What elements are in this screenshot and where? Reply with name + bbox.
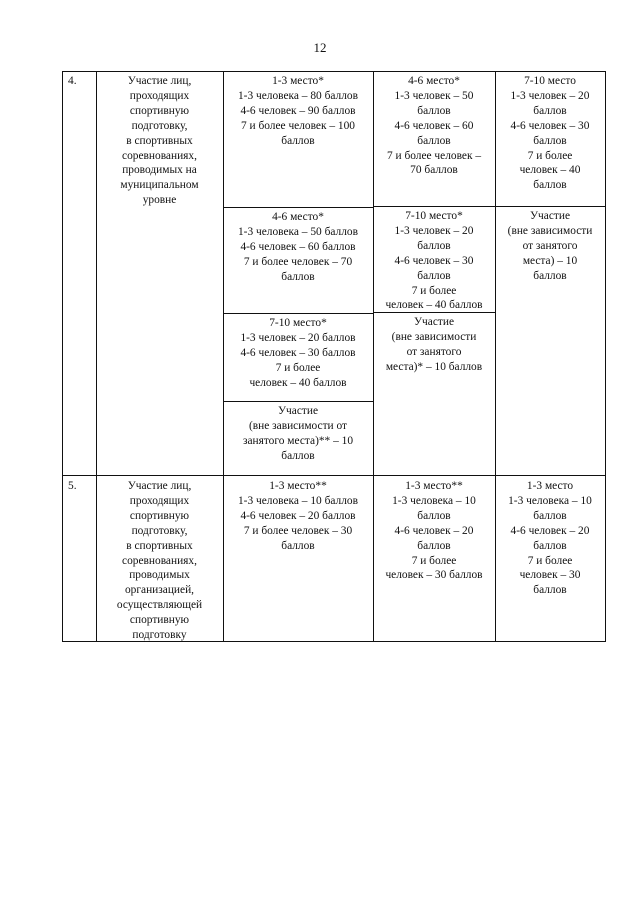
- table-border-left: [62, 71, 63, 642]
- row-description: Участие лиц, проходящих спортивную подготовку, в спортивных соревнованиях, проводимых организацией, осуществляющей спортивную подготовку: [116, 480, 203, 642]
- score-cell: 1-3 место 1-3 человека – 10 баллов 4-6 человек – 20 баллов 7 и более человек – 30 баллов: [508, 480, 592, 597]
- table-border-right: [605, 71, 606, 642]
- score-cell: 7-10 место* 1-3 человек – 20 баллов 4-6 человек – 30 баллов 7 и более человек – 40 баллов: [240, 317, 356, 389]
- score-cell: Участие (вне зависимости от занятого места) – 10 баллов: [507, 210, 593, 282]
- score-cell: 1-3 место** 1-3 человека – 10 баллов 4-6 человек – 20 баллов 7 и более человек – 30 баллов: [385, 480, 483, 582]
- score-cell: 1-3 место* 1-3 человека – 80 баллов 4-6 человек – 90 баллов 7 и более человек – 100 баллов: [237, 75, 358, 147]
- score-cell: 7-10 место 1-3 человек – 20 баллов 4-6 человек – 30 баллов 7 и более человек – 40 баллов: [510, 75, 590, 192]
- score-cell: 4-6 место* 1-3 человека – 50 баллов 4-6 человек – 60 баллов 7 и более человек – 70 баллов: [237, 211, 358, 283]
- score-cell: 1-3 место** 1-3 человека – 10 баллов 4-6 человек – 20 баллов 7 и более человек – 30 баллов: [237, 480, 358, 552]
- score-cell: 7-10 место* 1-3 человек – 20 баллов 4-6 человек – 30 баллов 7 и более человек – 40 баллов: [385, 210, 483, 312]
- score-cell: 4-6 место* 1-3 человек – 50 баллов 4-6 человек – 60 баллов 7 и более человек – 70 баллов: [386, 75, 482, 177]
- score-cell: Участие (вне зависимости от занятого места)* – 10 баллов: [385, 316, 483, 373]
- score-cell: Участие (вне зависимости от занятого места)** – 10 баллов: [242, 405, 354, 462]
- row-number: 5.: [68, 480, 77, 492]
- page-number: 12: [313, 40, 327, 55]
- row-number: 4.: [68, 75, 77, 87]
- row-description: Участие лиц, проходящих спортивную подготовку, в спортивных соревнованиях, проводимых на муниципальном уровне: [120, 75, 199, 207]
